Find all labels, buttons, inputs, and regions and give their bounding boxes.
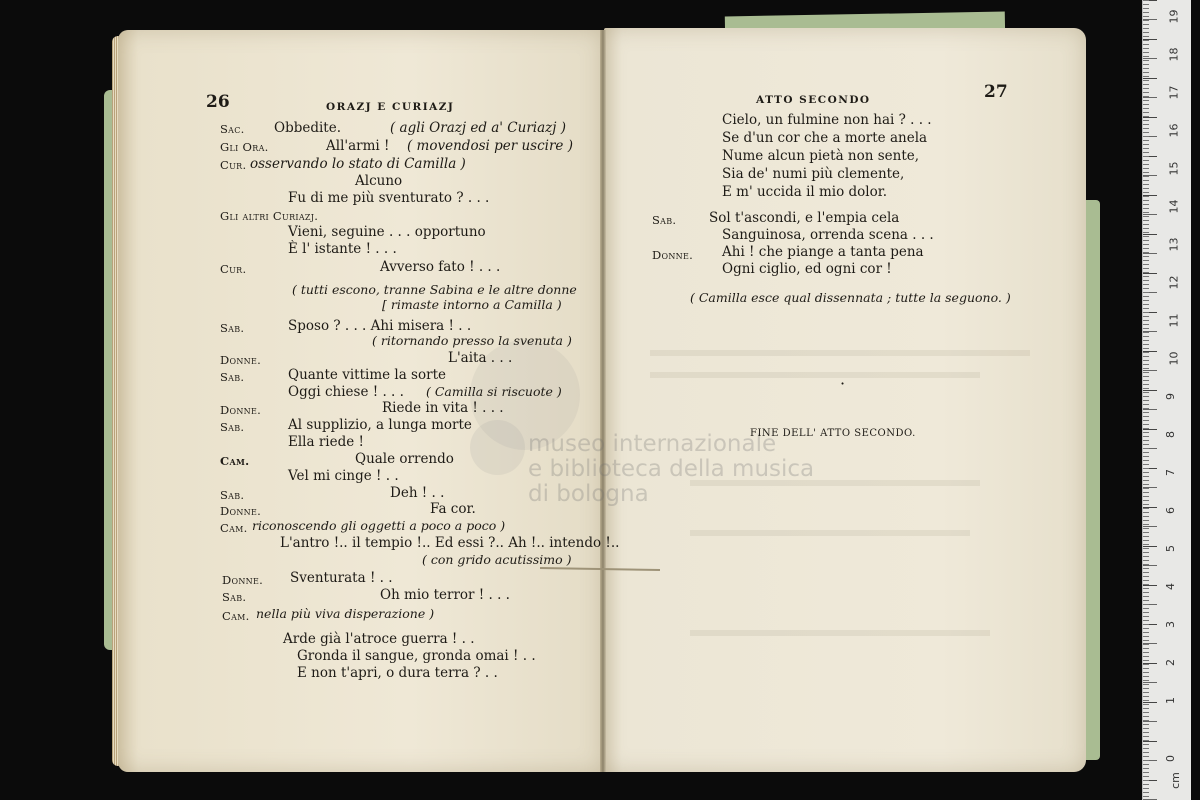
verse-line: Fu di me più sventurato ? . . . [288, 190, 490, 206]
verse-line: E non t'apri, o dura terra ? . . [297, 665, 498, 681]
speaker-label: Cur. [220, 262, 247, 276]
show-through-text [650, 372, 980, 378]
verse-line: Sol t'ascondi, e l'empia cela [709, 210, 900, 226]
speaker-label: Sab. [220, 488, 245, 502]
ruler-label: 8 [1164, 431, 1177, 438]
ruler-label: 14 [1167, 199, 1181, 214]
watermark [528, 432, 858, 507]
verse-line: Alcuno [355, 173, 403, 189]
speaker-label: Donne. [220, 353, 262, 367]
speaker-label: Donne. [220, 403, 262, 417]
speaker-label: Donne. [222, 573, 264, 587]
watermark-logo-dot [470, 420, 525, 475]
stage-direction: ( movendosi per uscire ) [407, 138, 573, 154]
verse-line: L'antro !.. il tempio !.. Ed essi ?.. Ah !.. intendo !.. [280, 535, 620, 551]
book-gutter [600, 30, 606, 772]
verse-line: Ahi ! che piange a tanta pena [722, 244, 924, 260]
verse-line: Sia de' numi più clemente, [722, 166, 905, 182]
page-number: 27 [984, 82, 1008, 102]
speaker-label: Sab. [652, 213, 677, 227]
ruler-label: 11 [1167, 313, 1181, 328]
section-dot: · [840, 374, 846, 393]
watermark-line: di bologna [528, 481, 649, 507]
ruler-label: 13 [1167, 237, 1181, 252]
verse-line: Vel mi cinge ! . . [288, 468, 399, 484]
ruler-label: 6 [1164, 507, 1177, 514]
watermark-line: museo internazionale [528, 431, 777, 457]
verse-line: Sanguinosa, orrenda scena . . . [722, 227, 934, 243]
ruler-label: 9 [1164, 393, 1177, 400]
stage-direction: ( Camilla si riscuote ) [426, 384, 562, 399]
stage-direction: ( ritornando presso la svenuta ) [372, 333, 572, 348]
stage-direction: osservando lo stato di Camilla ) [250, 156, 466, 172]
ruler-label: 5 [1164, 545, 1177, 552]
speaker-label: Cam. [220, 521, 248, 535]
ruler-minor-ticks [1143, 0, 1149, 800]
verse-line: Quante vittime la sorte [288, 367, 446, 383]
speaker-label: Sab. [220, 321, 245, 335]
running-header: ORAZJ E CURIAZJ [326, 101, 455, 113]
watermark-line: e biblioteca della musica [528, 456, 815, 482]
verse-line: Cielo, un fulmine non hai ? . . . [722, 112, 932, 128]
stage-direction: [ rimaste intorno a Camilla ) [382, 297, 562, 312]
verse-line: È l' istante ! . . . [288, 241, 397, 257]
stage-direction: nella più viva disperazione ) [256, 606, 435, 621]
ruler-label: 16 [1167, 123, 1181, 138]
speaker-label: Donne. [220, 504, 262, 518]
verse-line: Oggi chiese ! . . . [288, 384, 404, 400]
speaker-label: Gli Ora. [220, 140, 269, 154]
verse-line: Ella riede ! [288, 434, 364, 450]
ruler-label: 15 [1167, 161, 1181, 176]
stage-direction: ( con grido acutissimo ) [422, 552, 572, 567]
verse-line: Ogni ciglio, ed ogni cor ! [722, 261, 892, 277]
verse-line: Oh mio terror ! . . . [380, 587, 510, 603]
speaker-label: Donne. [652, 248, 694, 262]
show-through-text [690, 530, 970, 536]
verse-line: All'armi ! [326, 138, 390, 154]
stage-direction: ( tutti escono, tranne Sabina e le altre donne [292, 282, 577, 297]
speaker-label: Cur. [220, 158, 247, 172]
show-through-text [690, 630, 990, 636]
ruler-label: 4 [1164, 583, 1177, 590]
measuring-ruler [1142, 0, 1191, 800]
verse-line: Arde già l'atroce guerra ! . . [283, 631, 475, 647]
verse-line: Gronda il sangue, gronda omai ! . . [297, 648, 536, 664]
verse-line: Deh ! . . [390, 485, 445, 501]
ruler-label: 12 [1167, 275, 1181, 290]
speaker-label: Cam. [220, 454, 250, 468]
verse-line: E m' uccida il mio dolor. [722, 184, 888, 200]
page-number: 26 [206, 92, 230, 112]
ruler-label: 1 [1164, 697, 1177, 704]
verse-line: Obbedite. [274, 120, 342, 136]
speaker-label: Sab. [220, 420, 245, 434]
ruler-label: 17 [1167, 85, 1181, 100]
verse-line: Vieni, seguine . . . opportuno [288, 224, 486, 240]
verse-line: Avverso fato ! . . . [380, 259, 501, 275]
ruler-label: 0 [1164, 755, 1177, 762]
verse-line: Se d'un cor che a morte anela [722, 130, 928, 146]
verse-line: Nume alcun pietà non sente, [722, 148, 920, 164]
stage-direction: ( Camilla esce qual dissennata ; tutte la seguono. ) [690, 290, 1011, 305]
running-header: ATTO SECONDO [756, 94, 871, 106]
ruler-label: 19 [1167, 9, 1181, 24]
ruler-label: 2 [1164, 659, 1177, 666]
stage-direction: ( agli Orazj ed a' Curiazj ) [390, 120, 567, 136]
act-end-note: FINE DELL' ATTO SECONDO. [750, 428, 916, 439]
ruler-label: 3 [1164, 621, 1177, 628]
ruler-label: 10 [1167, 351, 1181, 366]
verse-line: Fa cor. [430, 501, 476, 517]
speaker-label: Gli altri Curiazj. [220, 209, 319, 223]
verse-line: Quale orrendo [355, 451, 454, 467]
speaker-label: Sab. [220, 370, 245, 384]
verse-line: Al supplizio, a lunga morte [288, 417, 472, 433]
speaker-label: Sab. [222, 590, 247, 604]
ruler-unit: cm [1168, 772, 1182, 789]
verse-line: Sposo ? . . . Ahi misera ! . . [288, 318, 472, 334]
stage-direction: riconoscendo gli oggetti a poco a poco ) [252, 518, 506, 533]
verse-line: L'aita . . . [448, 350, 513, 366]
speaker-label: Sac. [220, 122, 245, 136]
ruler-label: 7 [1164, 469, 1177, 476]
verse-line: Sventurata ! . . [290, 570, 393, 586]
show-through-text [650, 350, 1030, 356]
speaker-label: Cam. [222, 609, 250, 623]
verse-line: Riede in vita ! . . . [382, 400, 504, 416]
ruler-label: 18 [1167, 47, 1181, 62]
